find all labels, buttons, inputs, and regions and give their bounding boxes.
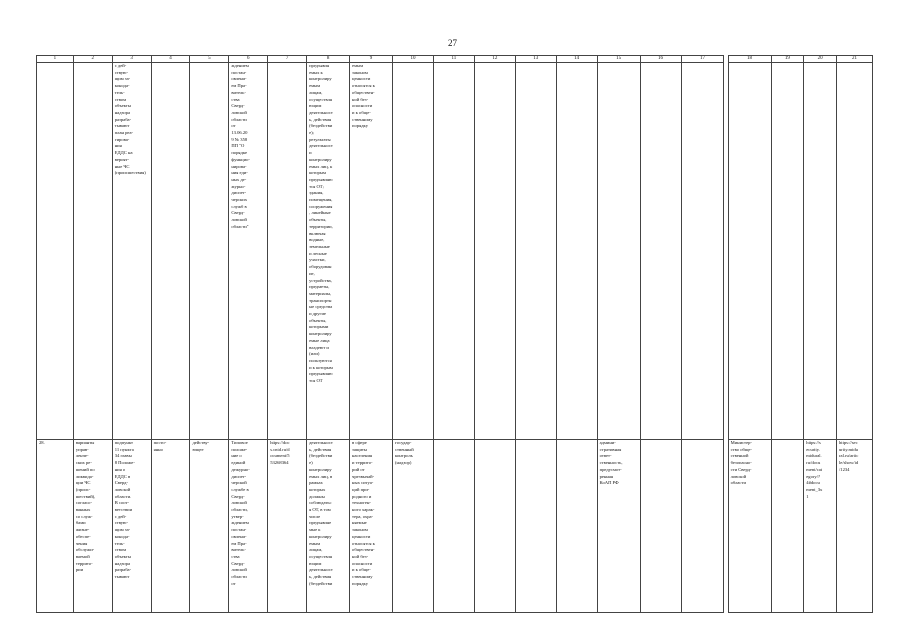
- table-cell: [640, 63, 681, 440]
- table-cell: [640, 440, 681, 613]
- column-number: 6: [229, 56, 268, 63]
- column-number: 7: [268, 56, 307, 63]
- column-number: 15: [597, 56, 640, 63]
- link-cell[interactable]: https://sec urity.midu ral.ru/artic le/show/id /1234: [837, 440, 873, 613]
- link-cell[interactable]: https://doc s.cntd.ru/d ocument/5 53268364: [268, 440, 307, 613]
- column-number: 3: [112, 56, 151, 63]
- table-cell: Типовое положе- ние о единой дежурно- диспет- черской службе в Сверд- ловской области, утвер- ждением постан- овлени- ем Пра- витель- ства Сверд- ловской области от: [229, 440, 268, 613]
- column-number: 16: [640, 56, 681, 63]
- table-cell: [433, 440, 474, 613]
- table-cell: [681, 440, 724, 613]
- table-cell: [73, 63, 112, 440]
- column-number: 11: [433, 56, 474, 63]
- table-cell: [268, 63, 307, 440]
- table-cell: действу- ющее: [190, 440, 229, 613]
- column-number: 20: [804, 56, 837, 63]
- page-number: 27: [448, 38, 457, 48]
- table-cell: [515, 63, 556, 440]
- table-cell: [771, 63, 804, 440]
- regulation-table: [36, 55, 873, 613]
- table-cell: ждением постан- овлени- ем Пра- витель- ства Сверд- ловской области от 13.06.20 9 № 358 ПП "О порядке функцио- нирова- ния еди- ных де- журно- диспет- черских служб в Сверд- ловской области": [229, 63, 268, 440]
- table-cell: [728, 63, 771, 440]
- table-cell: в сфере защиты населения и террито- рий от чрезвычай- ных ситуа- ций при- родного и техноген- ного харак- тера, охра- няемые законом ценности относятся к обществен- ной без- опасности и к обще- ственному порядку: [350, 440, 393, 613]
- table-cell: [474, 63, 515, 440]
- column-number-row: [37, 56, 873, 63]
- column-number: 19: [771, 56, 804, 63]
- table-cell: [837, 63, 873, 440]
- table-row: [37, 440, 873, 613]
- table-cell: [151, 63, 190, 440]
- table-row: [37, 63, 873, 440]
- table-cell: [37, 63, 74, 440]
- column-number: 1: [37, 56, 74, 63]
- table-cell: [556, 63, 597, 440]
- table-cell: [597, 63, 640, 440]
- table-cell: подпункт 11 пункта 34 главы 8 Положе- ния о ЕДДС в Сверд- ловской области. В соот- ветствии с дей- ствую- щим за- конода- тель- ством объекты надзора разраба- тывают: [112, 440, 151, 613]
- column-number: 10: [393, 56, 434, 63]
- table-cell: [515, 440, 556, 613]
- table-cell: емым законом ценности относятся к обществен- ной без- опасности и к обще- ственному порядку: [350, 63, 393, 440]
- table-cell: админи- стративная ответ- ственность, предусмот- ренная КоАП РФ: [597, 440, 640, 613]
- column-number: 13: [515, 56, 556, 63]
- table-cell: [474, 440, 515, 613]
- table-cell: варианты управ- ленче- ских ре- шений по ликвида- ции ЧС (проис- шествий), согласо- ванных со служ- бами жизне- обеспе- чения обслужи- ваемой террито- рии: [73, 440, 112, 613]
- table-cell: предъявля емых к контролиру емым лицам, осуществля ющим деятельност ь, действия (бездействи е); результаты деятельност и контролиру емых лиц, к которым предъявляю тся ОТ; здания, помещения, сооружения , линейные объекты, территории, включая водные, земельные и лесные участки, оборудован ие, устройства, предметы, материалы, транспортн ые средства и другие объекты, которыми контролиру емые лица владеют и (или) пользуются и к которым предъявляю тся ОТ: [307, 63, 350, 440]
- column-number: 18: [728, 56, 771, 63]
- table-cell: с дей- ствую- щим за- конода- тель- ством объекты надзора разраба- тывают план реа- гирова- ния ЕДДС на вероят- ные ЧС (происшествия): [112, 63, 151, 440]
- table-cell: [433, 63, 474, 440]
- table-cell: деятельност ь, действия (бездействи е) контролиру емых лиц, в рамках которых должны соблюдатьс я ОТ, в том числе предъявляе мые к контролиру емым лицам, осуществля ющим деятельност ь, действия (бездействи: [307, 440, 350, 613]
- table-cell: [804, 63, 837, 440]
- column-number: 21: [837, 56, 873, 63]
- table-cell: посто- янно: [151, 440, 190, 613]
- column-number: 9: [350, 56, 393, 63]
- column-number: 14: [556, 56, 597, 63]
- table-cell: [393, 63, 434, 440]
- row-number-cell: 28.: [37, 440, 74, 613]
- table-cell: [681, 63, 724, 440]
- column-number: 4: [151, 56, 190, 63]
- column-number: 8: [307, 56, 350, 63]
- column-number: 12: [474, 56, 515, 63]
- column-number: 2: [73, 56, 112, 63]
- link-cell[interactable]: https://s ecurity. midural. ru/docu ment/cat egory/? 4#docu ment_3x 1: [804, 440, 837, 613]
- column-number: 17: [681, 56, 724, 63]
- table-cell: [190, 63, 229, 440]
- table-cell: [771, 440, 804, 613]
- column-number: 5: [190, 56, 229, 63]
- table-cell: государ- ственный контроль (надзор): [393, 440, 434, 613]
- table-cell: Министер- ство обще- ственной безопасно- сти Сверд- ловской области: [728, 440, 771, 613]
- table-cell: [556, 440, 597, 613]
